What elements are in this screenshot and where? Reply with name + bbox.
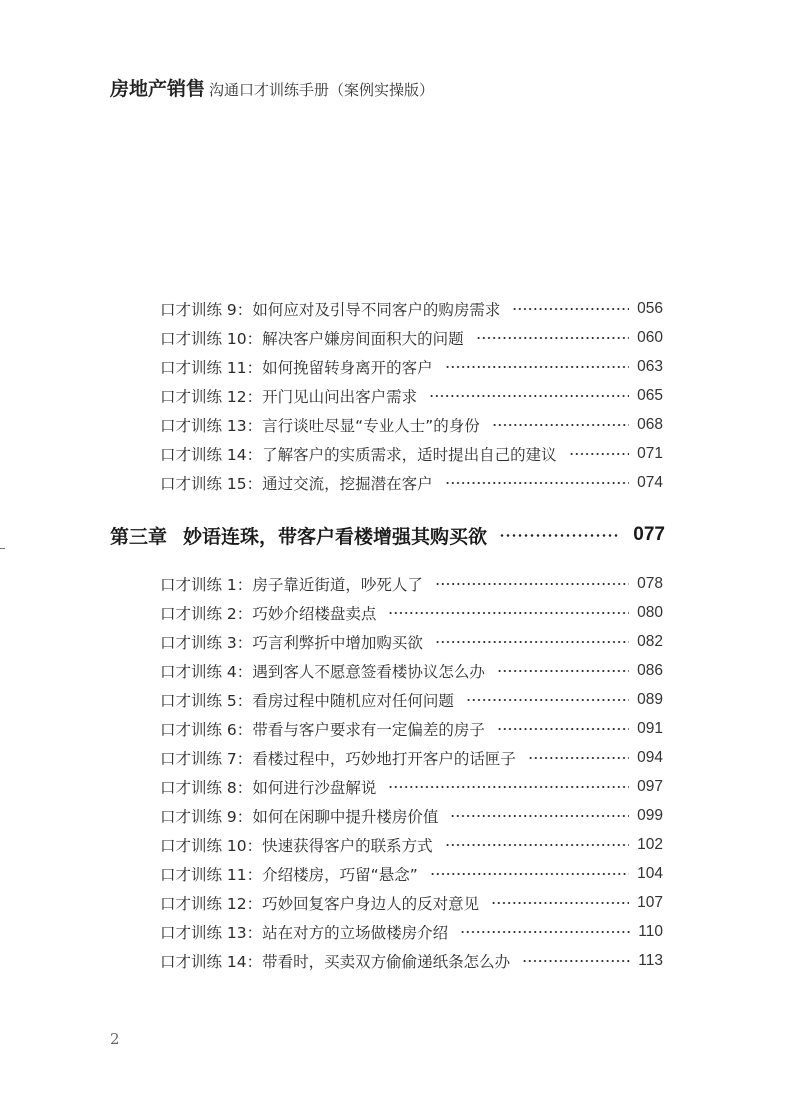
entry-title: 如何应对及引导不同客户的购房需求 — [252, 301, 501, 319]
dot-leader — [430, 873, 629, 875]
entry-label: 口才训练 13 — [160, 417, 247, 435]
toc-entry: 口才训练 9 ： 如何在闲聊中提升楼房价值 099 — [160, 807, 663, 826]
entry-title: 如何进行沙盘解说 — [252, 779, 377, 797]
toc-entry: 口才训练 2 ： 巧妙介绍楼盘卖点 080 — [160, 604, 663, 623]
toc-entry: 口才训练 4 ： 遇到客人不愿意签看楼协议怎么办 086 — [160, 662, 663, 681]
toc-entry: 口才训练 10 ： 解决客户嫌房间面积大的问题 060 — [160, 329, 663, 348]
entry-title: 言行谈吐尽显“专业人士”的身份 — [262, 417, 480, 435]
dot-leader — [388, 786, 629, 788]
toc-entry: 口才训练 14 ： 了解客户的实质需求，适时提出自己的建议 071 — [160, 445, 663, 464]
dot-leader — [445, 844, 629, 846]
entry-label: 口才训练 11 — [160, 866, 247, 884]
entry-label: 口才训练 9 — [160, 808, 237, 826]
toc-entry: 口才训练 3 ： 巧言利弊折中增加购买欲 082 — [160, 633, 663, 652]
entry-label: 口才训练 1 — [160, 576, 237, 594]
chapter-heading — [110, 520, 665, 550]
dot-leader — [522, 960, 630, 962]
entry-label: 口才训练 2 — [160, 605, 237, 623]
entry-page: 086 — [637, 662, 663, 679]
entry-page: 107 — [637, 894, 663, 911]
toc-entry: 口才训练 13 ： 言行谈吐尽显“专业人士”的身份 068 — [160, 416, 663, 435]
entry-label: 口才训练 9 — [160, 301, 237, 319]
entry-title: 站在对方的立场做楼房介绍 — [262, 924, 449, 942]
toc-entry: 口才训练 6 ： 带看与客户要求有一定偏差的房子 091 — [160, 720, 663, 739]
entry-page: 060 — [637, 329, 663, 346]
dot-leader — [476, 337, 629, 339]
entry-label: 口才训练 7 — [160, 750, 237, 768]
toc-entry: 口才训练 1 ： 房子靠近街道，吵死人了 078 — [160, 575, 663, 594]
toc-entry: 口才训练 5 ： 看房过程中随机应对任何问题 089 — [160, 691, 663, 710]
toc-entry: 口才训练 11 ： 介绍楼房，巧留“悬念” 104 — [160, 865, 663, 884]
entry-page: 099 — [637, 807, 663, 824]
entry-label: 口才训练 6 — [160, 721, 237, 739]
entry-title: 看楼过程中，巧妙地打开客户的话匣子 — [252, 750, 516, 768]
entry-title: 带看时，买卖双方偷偷递纸条怎么办 — [262, 953, 511, 971]
dot-leader — [445, 482, 629, 484]
dot-leader — [435, 583, 629, 585]
entry-title: 如何挽留转身离开的客户 — [262, 359, 433, 377]
dot-leader — [497, 670, 629, 672]
entry-title: 开门见山问出客户需求 — [262, 388, 418, 406]
toc-entry: 口才训练 10 ： 快速获得客户的联系方式 102 — [160, 836, 663, 855]
entry-page: 068 — [637, 416, 663, 433]
entry-title: 带看与客户要求有一定偏差的房子 — [252, 721, 485, 739]
entry-label: 口才训练 10 — [160, 837, 247, 855]
dot-leader — [491, 902, 629, 904]
entry-title: 巧妙回复客户身边人的反对意见 — [262, 895, 480, 913]
entry-page: 063 — [637, 358, 663, 375]
toc-entry: 口才训练 12 ： 巧妙回复客户身边人的反对意见 107 — [160, 894, 663, 913]
entry-title: 如何在闲聊中提升楼房价值 — [252, 808, 439, 826]
dot-leader — [450, 815, 629, 817]
book-subtitle: 沟通口才训练手册（案例实操版） — [209, 81, 435, 99]
entry-title: 了解客户的实质需求，适时提出自己的建议 — [262, 446, 557, 464]
dot-leader — [460, 931, 630, 933]
entry-label: 口才训练 3 — [160, 634, 237, 652]
entry-label: 口才训练 5 — [160, 692, 237, 710]
entry-title: 遇到客人不愿意签看楼协议怎么办 — [252, 663, 485, 681]
dot-leader — [388, 612, 629, 614]
toc-entry: 口才训练 12 ： 开门见山问出客户需求 065 — [160, 387, 663, 406]
toc-entry: 口才训练 13 ： 站在对方的立场做楼房介绍 110 — [160, 923, 663, 942]
entry-label: 口才训练 11 — [160, 359, 247, 377]
entry-page: 078 — [637, 575, 663, 592]
entry-page: 074 — [637, 474, 663, 491]
entry-label: 口才训练 4 — [160, 663, 237, 681]
entry-label: 口才训练 15 — [160, 475, 247, 493]
entry-label: 口才训练 14 — [160, 446, 247, 464]
entry-page: 094 — [637, 749, 663, 766]
chapter-page: 077 — [633, 524, 665, 545]
page-number: 2 — [110, 1030, 120, 1048]
chapter-title: 妙语连珠，带客户看楼增强其购买欲 — [183, 525, 488, 548]
dot-leader — [445, 366, 629, 368]
entry-title: 通过交流，挖掘潜在客户 — [262, 475, 433, 493]
dot-leader — [512, 308, 629, 310]
entry-page: 082 — [637, 633, 663, 650]
running-head — [110, 74, 434, 101]
entry-page: 065 — [637, 387, 663, 404]
entry-label: 口才训练 14 — [160, 953, 247, 971]
toc-entry: 口才训练 8 ： 如何进行沙盘解说 097 — [160, 778, 663, 797]
entry-label: 口才训练 12 — [160, 388, 247, 406]
toc-entry: 口才训练 9 ： 如何应对及引导不同客户的购房需求 056 — [160, 300, 663, 319]
margin-mark — [0, 548, 5, 549]
entry-page: 113 — [638, 952, 663, 969]
toc-entry: 口才训练 11 ： 如何挽留转身离开的客户 063 — [160, 358, 663, 377]
entry-title: 快速获得客户的联系方式 — [262, 837, 433, 855]
entry-label: 口才训练 13 — [160, 924, 247, 942]
entry-page: 089 — [637, 691, 663, 708]
entry-page: 080 — [637, 604, 663, 621]
dot-leader — [499, 534, 619, 537]
entry-page: 102 — [637, 836, 663, 853]
chapter-label: 第三章 — [110, 525, 168, 548]
dot-leader — [435, 641, 629, 643]
entry-title: 房子靠近街道，吵死人了 — [252, 576, 423, 594]
dot-leader — [569, 453, 629, 455]
entry-label: 口才训练 8 — [160, 779, 237, 797]
book-title: 房地产销售 — [110, 78, 206, 100]
entry-title: 介绍楼房，巧留“悬念” — [262, 866, 418, 884]
dot-leader — [497, 728, 629, 730]
dot-leader — [528, 757, 629, 759]
entry-page: 104 — [637, 865, 663, 882]
entry-page: 097 — [637, 778, 663, 795]
entry-page: 071 — [637, 445, 663, 462]
dot-leader — [492, 424, 629, 426]
dot-leader — [466, 699, 629, 701]
entry-page: 091 — [637, 720, 663, 737]
entry-title: 看房过程中随机应对任何问题 — [252, 692, 454, 710]
dot-leader — [429, 395, 629, 397]
entry-label: 口才训练 10 — [160, 330, 247, 348]
entry-title: 解决客户嫌房间面积大的问题 — [262, 330, 464, 348]
entry-label: 口才训练 12 — [160, 895, 247, 913]
entry-page: 056 — [637, 300, 663, 317]
entry-title: 巧言利弊折中增加购买欲 — [252, 634, 423, 652]
entry-title: 巧妙介绍楼盘卖点 — [252, 605, 377, 623]
toc-entry: 口才训练 14 ： 带看时，买卖双方偷偷递纸条怎么办 113 — [160, 952, 663, 971]
entry-page: 110 — [638, 923, 663, 940]
toc-entry: 口才训练 7 ： 看楼过程中，巧妙地打开客户的话匣子 094 — [160, 749, 663, 768]
toc-entry: 口才训练 15 ： 通过交流，挖掘潜在客户 074 — [160, 474, 663, 493]
